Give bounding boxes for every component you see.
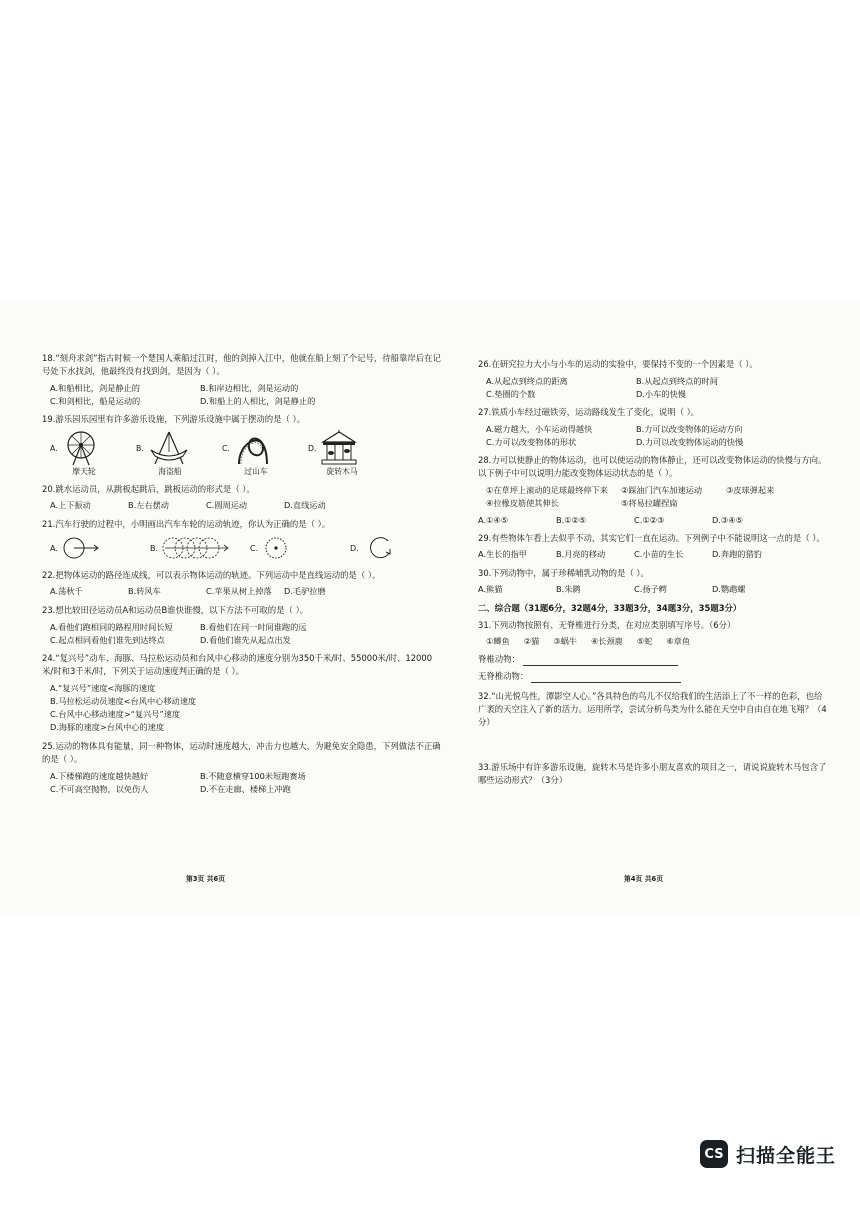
- question-27: 27.铁质小车经过磁铁旁，运动路线发生了变化，说明（ ）。: [478, 407, 700, 417]
- q25-option-b: B.不随意横穿100米短跑赛场: [200, 771, 306, 781]
- q19-label-a: 摩天轮: [72, 467, 96, 476]
- q26-option-d: D.小车的快慢: [636, 389, 686, 399]
- q23-option-a: A.看他们跑相同的路程用时间长短: [50, 622, 173, 632]
- q30-option-a: A.熊猫: [478, 584, 503, 594]
- q31-invertebrate-answer-line[interactable]: [531, 673, 681, 683]
- rolling-circles-track-icon: [161, 535, 231, 561]
- q26-option-b: B.从起点到终点的时间: [636, 376, 718, 386]
- q22-option-c: C.苹果从树上掉落: [206, 586, 272, 596]
- question-26: 26.在研究拉力大小与小车的运动的实验中，要保持不变的一个因素是（ ）。: [478, 359, 758, 369]
- q22-options: [50, 586, 442, 597]
- q19-letter-c: C.: [222, 443, 230, 453]
- q18-options: [50, 382, 442, 407]
- q31-animal-2: ②猫: [523, 636, 540, 646]
- q24-option-d: D.海豚的速度>台风中心的速度: [50, 722, 165, 732]
- q29-option-c: C.小苗的生长: [634, 549, 684, 559]
- q24-option-a: A.“复兴号”速度<海豚的速度: [50, 683, 156, 693]
- q20-option-b: B.左右摆动: [128, 500, 169, 510]
- q27-option-c: C.力可以改变物体的形状: [486, 437, 577, 447]
- q18-option-a: A.和船相比，剑是静止的: [50, 383, 140, 393]
- q27-option-d: D.力可以改变物体运动的快慢: [636, 437, 744, 447]
- q23-option-c: C.起点相同看他们谁先到达终点: [50, 634, 165, 645]
- q20-options: [50, 500, 442, 511]
- q20-option-d: D.直线运动: [284, 500, 326, 510]
- curved-arrow-track-icon: [362, 535, 396, 561]
- q28-item-5: ⑤将易拉罐捏扁: [621, 498, 678, 508]
- q31-invertebrate-label: 无脊椎动物：: [478, 671, 529, 681]
- q26-options: [486, 375, 828, 401]
- q28-option-c: C.①②③: [634, 515, 665, 525]
- camscanner-watermark: [700, 1140, 836, 1168]
- q22-option-d: D.毛驴拉磨: [284, 586, 326, 596]
- q21-letter-b: B.: [150, 543, 159, 553]
- pirate-ship-icon: [147, 430, 191, 466]
- q31-vertebrate-answer-line[interactable]: [523, 656, 678, 666]
- q31-vertebrate-row: [478, 653, 828, 666]
- q21-options: [50, 535, 442, 561]
- q25-option-c: C.不可高空抛物，以免伤人: [50, 783, 149, 794]
- q31-animal-5: ⑤蛇: [636, 636, 653, 646]
- q28-options: [478, 515, 828, 525]
- q21-option-a: [50, 535, 136, 561]
- q22-option-a: A.荡秋千: [50, 586, 83, 596]
- q19-option-d: [308, 430, 376, 477]
- q28-option-d: D.③④⑤: [712, 515, 743, 525]
- q21-letter-c: C.: [250, 543, 259, 553]
- q19-option-a: [50, 430, 118, 477]
- q28-item-3: ③皮球弹起来: [726, 485, 775, 495]
- camscanner-logo-icon: CS: [700, 1140, 728, 1168]
- page-3: [42, 352, 442, 801]
- q30-option-d: D.鹦鹉螺: [712, 584, 746, 594]
- q19-label-d: 旋转木马: [326, 467, 358, 476]
- q25-option-d: D.不在走廊、楼梯上冲跑: [200, 783, 291, 794]
- q28-item-1: ①在草坪上滚动的足球最终停下来: [486, 485, 608, 495]
- q21-option-b: [150, 535, 236, 561]
- q25-option-a: A.下楼梯跑的速度越快越好: [50, 771, 149, 781]
- q31-invertebrate-row: [478, 670, 828, 683]
- q31-vertebrate-label: 脊椎动物：: [478, 654, 520, 664]
- q30-option-b: B.朱鹮: [556, 584, 581, 594]
- q19-letter-d: D.: [308, 443, 317, 453]
- q21-letter-d: D.: [350, 543, 359, 553]
- q24-options: [50, 682, 442, 734]
- q19-option-c: [222, 430, 290, 477]
- q30-options: [478, 584, 828, 595]
- q27-option-a: A.磁力越大，小车运动得越快: [486, 424, 593, 434]
- question-30: 30.下列动物中，属于珍稀哺乳动物的是（ ）。: [478, 568, 649, 578]
- question-18: 18.“刻舟求剑”指古时候一个楚国人乘船过江时，他的剑掉入江中，他就在船上刻了个记号，待船靠岸后在记号处下水找剑，他最终没有找到剑，是因为（ ）。: [42, 353, 441, 376]
- q28-item-4: ④拉橡皮筋使其伸长: [486, 498, 559, 508]
- q29-option-d: D.奔跑的猎豹: [712, 549, 762, 559]
- q27-option-b: B.力可以改变物体的运动方向: [636, 424, 743, 434]
- q26-option-a: A.从起点到终点的距离: [486, 376, 568, 386]
- q25-options: [50, 770, 442, 795]
- q31-animal-4: ④长颈鹿: [590, 636, 623, 646]
- question-31: 31.下列动物按照有、无脊椎进行分类，在对应类别填写序号。（6分）: [478, 620, 736, 630]
- q24-option-c: C.台风中心移动速度>“复兴号”速度: [50, 709, 181, 719]
- question-22: 22.把物体运动的路径连成线，可以表示物体运动的轨迹。下列运动中是直线运动的是（ ）。: [42, 570, 381, 580]
- question-28: 28.力可以使静止的物体运动，也可以使运动的物体静止，还可以改变物体运动的快慢与方向。以下例子中可以说明力能改变物体运动状态的是（ ）。: [478, 455, 827, 478]
- q28-items: [486, 484, 828, 510]
- page-4: [478, 358, 828, 791]
- q21-option-d: [350, 535, 436, 561]
- question-21: 21.汽车行驶的过程中，小明画出汽车车轮的运动轨迹，你认为正确的是（ ）。: [42, 519, 331, 529]
- page-3-footer: 第3页 共6页: [186, 875, 226, 883]
- circle-arrow-track-icon: [61, 535, 101, 561]
- q19-letter-b: B.: [136, 443, 144, 453]
- q29-options: [478, 549, 828, 560]
- q30-option-c: C.扬子鳄: [634, 584, 667, 594]
- q19-label-b: 海盗船: [158, 467, 182, 476]
- question-32: 32.“山光悦鸟性，潭影空人心。”各具特色的鸟儿不仅给我们的生活添上了不一样的色彩，也给广袤的天空注入了新的活力。运用所学，尝试分析鸟类为什么能在天空中自由自在地飞翔？（4分）: [478, 691, 827, 727]
- page-4-footer: 第4页 共6页: [624, 875, 664, 883]
- q19-letter-a: A.: [50, 443, 58, 453]
- camscanner-brand-text: 扫描全能王: [736, 1144, 837, 1167]
- q23-option-b: B.看他们在同一时间谁跑的远: [200, 622, 307, 632]
- q18-option-b: B.和岸边相比，剑是运动的: [200, 383, 299, 393]
- q18-option-c: C.和剑相比，船是运动的: [50, 395, 141, 406]
- q19-option-b: [136, 430, 204, 477]
- q28-option-a: A.①④⑤: [478, 515, 509, 525]
- question-33: 33.游乐场中有许多游乐设施，旋转木马是许多小朋友喜欢的项目之一，请说说旋转木马包含了哪些运动形式？（3分）: [478, 762, 827, 785]
- q23-option-d: D.看他们谁先从起点出发: [200, 634, 291, 645]
- section-2-heading: 二、综合题（31题6分，32题4分，33题3分，34题3分，35题3分）: [478, 603, 742, 613]
- q26-option-c: C.垫圈的个数: [486, 389, 536, 399]
- q21-letter-a: A.: [50, 543, 58, 553]
- question-19: 19.游乐园乐园里有许多游乐设施，下列游乐设施中属于摆动的是（ ）。: [42, 414, 306, 424]
- q27-options: [486, 423, 828, 449]
- question-25: 25.运动的物体具有能量，同一种物体，运动时速度越大，冲击力也越大，为避免安全隐患，下列做法不正确的是（ ）。: [42, 741, 441, 764]
- question-29: 29.有些物体乍看上去似乎不动，其实它们一直在运动。下列例子中不能说明这一点的是（ ）。: [478, 533, 825, 543]
- roller-coaster-icon: [233, 430, 273, 466]
- q24-option-b: B.马拉松运动员速度<台风中心移动速度: [50, 696, 197, 706]
- question-20: 20.跳水运动员，从跳板起跳后，跳板运动的形式是（ ）。: [42, 484, 255, 494]
- q20-option-a: A.上下振动: [50, 500, 91, 510]
- q18-option-d: D.和船上的人相比，剑是静止的: [200, 395, 316, 406]
- q21-option-c: [250, 535, 336, 561]
- q28-item-2: ②踩油门汽车加速运动: [621, 485, 703, 495]
- question-23: 23.想比较田径运动员A和运动员B谁快谁慢，以下方法不可取的是（ ）。: [42, 605, 309, 615]
- q31-animal-1: ①鲫鱼: [486, 636, 510, 646]
- q29-option-b: B.月亮的移动: [556, 549, 606, 559]
- ferris-wheel-icon: [61, 430, 101, 466]
- q22-option-b: B.转风车: [128, 586, 161, 596]
- q23-options: [50, 621, 442, 646]
- q31-animal-6: ⑥章鱼: [666, 636, 691, 646]
- q32-answer-space[interactable]: [478, 733, 828, 761]
- q20-option-c: C.圆周运动: [206, 500, 248, 510]
- carousel-icon: [319, 430, 359, 466]
- q19-pictures: [50, 430, 442, 477]
- q19-label-c: 过山车: [244, 467, 268, 476]
- question-24: 24.“复兴号”动车、海豚、马拉松运动员和台风中心移动的速度分别为350千米/时、55000米/时、12000米/时和3千米/时，下列关于运动速度判正确的是（ ）。: [42, 653, 433, 676]
- dotted-circle-track-icon: [261, 535, 291, 561]
- q28-option-b: B.①②⑤: [556, 515, 587, 525]
- q31-animal-3: ③蜗牛: [553, 636, 577, 646]
- q29-option-a: A.生长的指甲: [478, 549, 527, 559]
- q31-animal-list: [486, 636, 828, 647]
